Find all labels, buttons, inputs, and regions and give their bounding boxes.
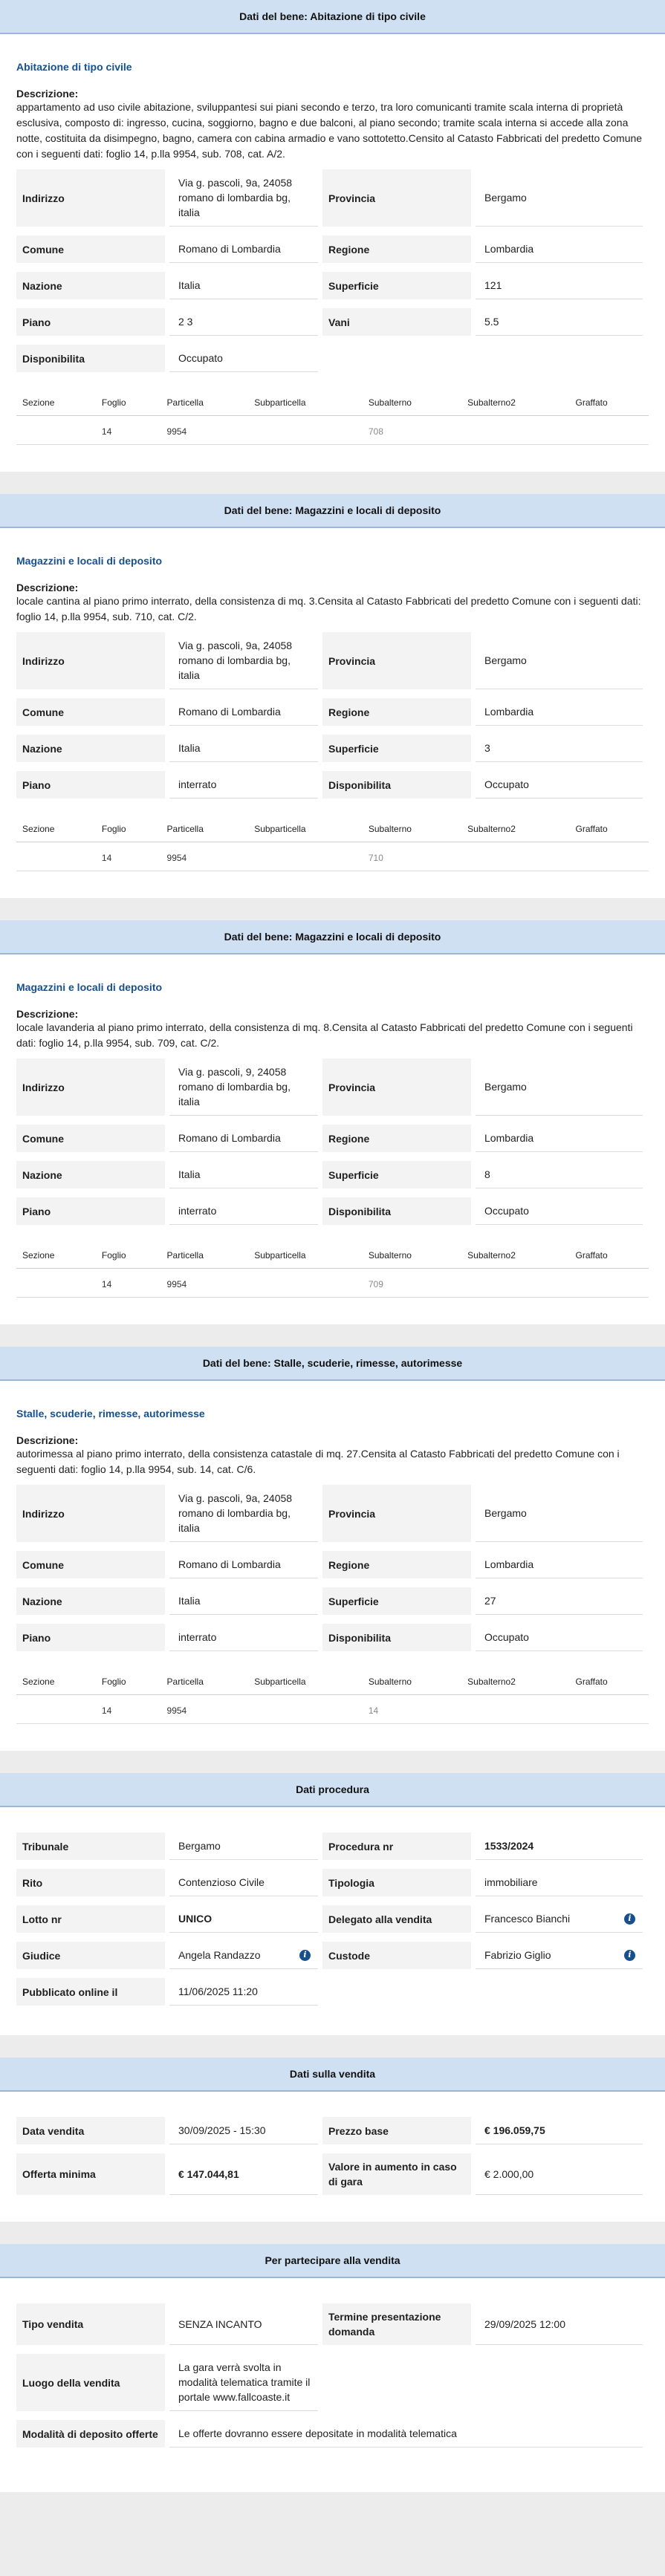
field-value [169,2354,318,2411]
catasto-cell-particella: 9954 [161,1695,249,1724]
field-value [169,235,318,263]
catasto-cell-subparticella [248,1695,363,1724]
field-value [169,1551,318,1578]
partecipare-section-fields [16,2303,649,2447]
catasto-header-cell: Subalterno2 [461,818,569,842]
field-label: Nazione [16,1587,165,1615]
field-value [476,1125,643,1152]
field-value [169,272,318,299]
field-value [169,1942,318,1969]
catasto-cell-graffato [569,842,649,871]
catasto-header-cell: Subalterno [363,818,461,842]
catasto-cell-subalterno2 [461,1269,569,1298]
section-header: Dati del bene: Magazzini e locali di deposito [0,494,665,528]
field-value [169,308,318,336]
bene-title: Abitazione di tipo civile [16,61,132,73]
field-value [169,1869,318,1896]
field-label: Rito [16,1869,165,1896]
field-label: Superficie [322,735,471,762]
field-value-text: Occupato [484,778,529,790]
field-value-text: Italia [178,742,201,754]
catasto-table [16,391,649,445]
field-label: Offerta minima [16,2153,165,2195]
field-label: Nazione [16,1161,165,1188]
catasto-cell-graffato [569,1695,649,1724]
field-value-text: 30/09/2025 - 15:30 [178,2124,266,2136]
catasto-cell-particella: 9954 [161,1269,249,1298]
catasto-header-cell: Sezione [16,1244,96,1269]
spacer [16,445,649,472]
catasto-header-row [16,1671,649,1695]
field-value-text: € 2.000,00 [484,2167,534,2180]
catasto-header-cell: Graffato [569,391,649,416]
field-value-text: 5.5 [484,316,499,328]
catasto-cell-foglio: 14 [96,1269,161,1298]
field-value [476,169,643,227]
field-value-text: Lombardia [484,243,534,255]
field-value [169,1125,318,1152]
field-label: Disponibilita [322,1197,471,1225]
section-body [0,528,665,898]
section-header: Dati procedura [0,1773,665,1807]
table-row [16,1269,649,1298]
description-text: appartamento ad uso civile abitazione, sviluppantesi sui piani secondo e terzo, tra loro comunicanti tramite scala interna di proprietà esclusiva, composto di: ingresso, cucina, soggiorno, bagno e due balconi, al piano secondo; tramite scala interna si accede alla zona notte, costituita da disimpegno, bagno, camera con cabina armadio e vano sottotetto.Censito al Catasto Fabbricati del predetto Comune con i seguenti dati: foglio 14, p.lla 9954, sub. 708, cat. A/2. [16,101,643,160]
field-value [169,1058,318,1116]
catasto-cell-subalterno: 709 [363,1269,461,1298]
catasto-header-cell: Sezione [16,818,96,842]
catasto-header-cell: Subparticella [248,391,363,416]
field-value [476,2153,643,2195]
field-value [169,1485,318,1542]
field-value-text: € 196.059,75 [484,2124,545,2136]
catasto-header-cell: Particella [161,818,249,842]
catasto-header-row [16,818,649,842]
field-value [476,698,643,726]
field-label: Giudice [16,1942,165,1969]
field-value [476,1624,643,1651]
field-label: Regione [322,235,471,263]
field-value-text: Contenzioso Civile [178,1876,265,1888]
catasto-cell-subalterno2 [461,416,569,445]
catasto-header-row [16,1244,649,1269]
catasto-cell-sezione [16,1695,96,1724]
catasto-cell-subalterno2 [461,1695,569,1724]
field-value [476,771,643,799]
bene-fields [16,1058,649,1225]
field-label: Indirizzo [16,1058,165,1116]
field-label: Comune [16,698,165,726]
catasto-header-row [16,391,649,416]
bene-title: Stalle, scuderie, rimesse, autorimesse [16,1408,205,1419]
catasto-cell-sezione [16,842,96,871]
field-value-text: 27 [484,1595,496,1607]
catasto-cell-subalterno: 14 [363,1695,461,1724]
catasto-header-cell: Sezione [16,1671,96,1695]
field-value-text: UNICO [178,1913,213,1925]
field-value-text: Italia [178,279,201,291]
field-value-text: Occupato [178,352,223,364]
section-header: Dati sulla vendita [0,2058,665,2092]
field-label: Piano [16,771,165,799]
field-value [476,2117,643,2144]
field-value [169,698,318,726]
field-value-text: Via g. pascoli, 9a, 24058 romano di lombardia bg, italia [178,640,293,681]
field-value [476,2303,643,2345]
field-value-text: Bergamo [484,1507,527,1519]
description-label: Descrizione: [16,582,79,593]
catasto-header-cell: Subalterno [363,1671,461,1695]
field-label: Prezzo base [322,2117,471,2144]
field-label: Disponibilita [322,771,471,799]
field-value [476,1197,643,1225]
field-value-text: interrato [178,778,217,790]
field-value-text: 3 [484,742,490,754]
catasto-header-cell: Graffato [569,1671,649,1695]
field-value [169,1587,318,1615]
field-value-text: interrato [178,1205,217,1217]
field-value [476,1832,643,1860]
section-header: Dati del bene: Abitazione di tipo civile [0,0,665,34]
field-value-text: Bergamo [484,1081,527,1093]
field-label: Tipo vendita [16,2303,165,2345]
section-body [0,954,665,1324]
field-value-text: 8 [484,1168,490,1180]
table-row [16,416,649,445]
field-label: Piano [16,1624,165,1651]
field-label: Regione [322,1125,471,1152]
info-icon[interactable]: i [299,1950,311,1961]
partecipare-section [0,2244,665,2492]
field-value-text: Romano di Lombardia [178,1132,281,1144]
field-label: Piano [16,1197,165,1225]
field-value [169,345,318,372]
catasto-header-cell: Foglio [96,1244,161,1269]
field-value-text: Lombardia [484,1558,534,1570]
catasto-header-cell: Particella [161,391,249,416]
catasto-cell-subalterno: 710 [363,842,461,871]
field-value-text: immobiliare [484,1876,538,1888]
section-body [0,2278,665,2492]
field-value [476,235,643,263]
field-value-text: SENZA INCANTO [178,2318,262,2330]
catasto-cell-foglio: 14 [96,1695,161,1724]
field-value-text: interrato [178,1631,217,1643]
field-label: Superficie [322,1587,471,1615]
field-label: Vani [322,308,471,336]
description-label: Descrizione: [16,88,79,100]
field-value-text: Bergamo [178,1840,221,1852]
field-value [476,632,643,689]
field-label: Data vendita [16,2117,165,2144]
section-body [0,1381,665,1751]
bene-fields [16,169,649,372]
field-value-text: 121 [484,279,502,291]
catasto-header-cell: Foglio [96,391,161,416]
field-value [169,2303,318,2345]
catasto-header-cell: Foglio [96,818,161,842]
catasto-cell-graffato [569,416,649,445]
field-label: Luogo della vendita [16,2354,165,2411]
description-text: autorimessa al piano primo interrato, della consistenza catastale di mq. 27.Censita al Catasto Fabbricati del predetto Comune con i seguenti dati: foglio 14, p.lla 9954, sub. 14, cat. C/6. [16,1448,620,1475]
field-label: Custode [322,1942,471,1969]
field-label: Comune [16,1551,165,1578]
bene-section [0,0,665,472]
bene-title: Magazzini e locali di deposito [16,981,163,993]
description-label: Descrizione: [16,1008,79,1020]
field-value [476,1942,643,1969]
catasto-cell-subalterno: 708 [363,416,461,445]
field-label: Pubblicato online il [16,1978,165,2006]
field-value-text: Occupato [484,1205,529,1217]
catasto-cell-subalterno2 [461,842,569,871]
catasto-header-cell: Subalterno2 [461,1244,569,1269]
field-value-text: Bergamo [484,192,527,204]
field-value [476,1587,643,1615]
catasto-header-cell: Particella [161,1244,249,1269]
field-label: Nazione [16,735,165,762]
catasto-cell-subparticella [248,1269,363,1298]
spacer [16,871,649,898]
field-label: Indirizzo [16,169,165,227]
field-value [476,1905,643,1933]
field-value-text: 1533/2024 [484,1840,534,1852]
catasto-header-cell: Graffato [569,818,649,842]
field-value [169,2117,318,2144]
field-value [169,1905,318,1933]
spacer [16,1298,649,1324]
field-value-text: Bergamo [484,654,527,666]
field-label: Provincia [322,169,471,227]
catasto-header-cell: Particella [161,1671,249,1695]
field-label: Disponibilita [322,1624,471,1651]
field-value-text: 11/06/2025 11:20 [178,1985,258,1997]
field-label: Provincia [322,1485,471,1542]
field-label: Procedura nr [322,1832,471,1860]
vendita-section [0,2058,665,2222]
field-label: Tipologia [322,1869,471,1896]
field-label: Valore in aumento in caso di gara [322,2153,471,2195]
field-value [476,1551,643,1578]
bene-title: Magazzini e locali di deposito [16,555,163,567]
field-value [169,1197,318,1225]
field-value [169,1624,318,1651]
field-value-text: Italia [178,1595,201,1607]
field-label: Regione [322,698,471,726]
catasto-cell-sezione [16,416,96,445]
field-value [169,771,318,799]
catasto-table [16,818,649,871]
info-icon[interactable]: i [624,1950,635,1961]
catasto-header-cell: Subparticella [248,1671,363,1695]
field-label: Indirizzo [16,1485,165,1542]
catasto-cell-particella: 9954 [161,842,249,871]
field-value-text: La gara verrà svolta in modalità telematica tramite il portale www.fallcoaste.it [178,2361,311,2403]
field-value-text: 29/09/2025 12:00 [484,2318,565,2330]
field-value-text: Via g. pascoli, 9a, 24058 romano di lombardia bg, italia [178,1492,293,1534]
procedura-section-fields [16,1832,649,2006]
table-row [16,1695,649,1724]
catasto-header-cell: Graffato [569,1244,649,1269]
catasto-header-cell: Subparticella [248,1244,363,1269]
field-label: Provincia [322,632,471,689]
field-value [169,2153,318,2195]
field-value [476,1485,643,1542]
field-value [169,1978,318,2006]
section-body [0,2092,665,2222]
field-value-text: Italia [178,1168,201,1180]
field-label: Delegato alla vendita [322,1905,471,1933]
field-label: Superficie [322,272,471,299]
spacer [16,1724,649,1751]
catasto-cell-foglio: 14 [96,416,161,445]
catasto-header-cell: Subparticella [248,818,363,842]
catasto-cell-foglio: 14 [96,842,161,871]
description-label: Descrizione: [16,1434,79,1446]
field-value-text: Angela Randazzo [178,1949,261,1961]
field-label: Provincia [322,1058,471,1116]
field-value-text: Francesco Bianchi [484,1913,571,1925]
field-value-text: Romano di Lombardia [178,243,281,255]
procedura-section [0,1773,665,2035]
catasto-header-cell: Subalterno2 [461,391,569,416]
field-label: Superficie [322,1161,471,1188]
catasto-header-cell: Subalterno [363,1244,461,1269]
field-value [169,2420,643,2447]
bene-section [0,1347,665,1751]
field-value-text: Fabrizio Giglio [484,1949,551,1961]
field-label: Indirizzo [16,632,165,689]
field-label: Modalità di deposito offerte [16,2420,165,2447]
description-text: locale lavanderia al piano primo interrato, della consistenza di mq. 8.Censita al Catasto Fabbricati del predetto Comune con i seguenti dati: foglio 14, p.lla 9954, sub. 709, cat. C/2. [16,1021,633,1049]
field-value-text: € 147.044,81 [178,2167,239,2180]
field-value [169,735,318,762]
catasto-header-cell: Subalterno2 [461,1671,569,1695]
catasto-header-cell: Foglio [96,1671,161,1695]
bene-fields [16,1485,649,1651]
field-label: Nazione [16,272,165,299]
description-text: locale cantina al piano primo interrato, della consistenza di mq. 3.Censita al Catasto Fabbricati del predetto Comune con i seguenti dati: foglio 14, p.lla 9954, sub. 710, cat. C/2. [16,595,641,622]
table-row [16,842,649,871]
field-value [476,735,643,762]
field-value [476,308,643,336]
catasto-header-cell: Subalterno [363,391,461,416]
bene-section [0,920,665,1324]
catasto-header-cell: Sezione [16,391,96,416]
field-value-text: Occupato [484,1631,529,1643]
field-value-text: Via g. pascoli, 9, 24058 romano di lombardia bg, italia [178,1066,291,1108]
field-label: Termine presentazione domanda [322,2303,471,2345]
field-value-text: Romano di Lombardia [178,1558,281,1570]
field-value [476,1161,643,1188]
field-label: Piano [16,308,165,336]
field-label: Tribunale [16,1832,165,1860]
field-label: Lotto nr [16,1905,165,1933]
field-value-text: Lombardia [484,706,534,718]
vendita-section-fields [16,2117,649,2195]
bene-section [0,494,665,898]
field-value [169,1832,318,1860]
field-value [476,1869,643,1896]
field-value-text: Via g. pascoli, 9a, 24058 romano di lombardia bg, italia [178,177,293,218]
field-label: Comune [16,1125,165,1152]
field-label: Comune [16,235,165,263]
field-value-text: Romano di Lombardia [178,706,281,718]
section-header: Per partecipare alla vendita [0,2244,665,2278]
section-header: Dati del bene: Magazzini e locali di deposito [0,920,665,954]
catasto-cell-sezione [16,1269,96,1298]
field-value-text: 2 3 [178,316,193,328]
catasto-cell-subparticella [248,416,363,445]
catasto-cell-graffato [569,1269,649,1298]
catasto-cell-subparticella [248,842,363,871]
catasto-table [16,1671,649,1724]
field-label: Disponibilita [16,345,165,372]
field-value [169,632,318,689]
section-body [0,1807,665,2035]
catasto-table [16,1244,649,1298]
field-value [476,1058,643,1116]
section-header: Dati del bene: Stalle, scuderie, rimesse, autorimesse [0,1347,665,1381]
field-value [169,169,318,227]
section-body [0,34,665,472]
field-value [476,272,643,299]
info-icon[interactable]: i [624,1913,635,1925]
field-value [169,1161,318,1188]
catasto-cell-particella: 9954 [161,416,249,445]
bene-fields [16,632,649,799]
field-value-text: Le offerte dovranno essere depositate in modalità telematica [178,2427,457,2439]
field-value-text: Lombardia [484,1132,534,1144]
field-label: Regione [322,1551,471,1578]
